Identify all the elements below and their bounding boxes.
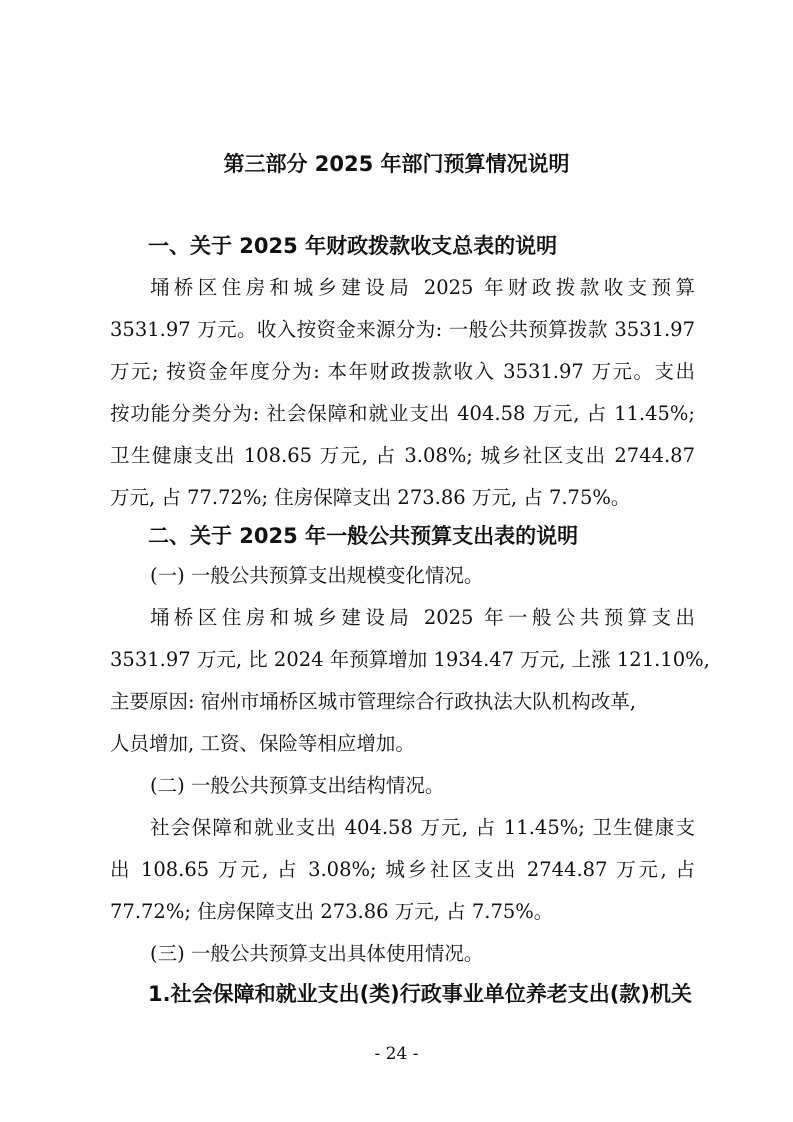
subsection1-line-4: 人员增加, 工资、保险等相应增加。 xyxy=(110,732,415,755)
subsection2-line-1: 社会保障和就业支出 404.58 万元, 占 11.45%; 卫生健康支 xyxy=(150,816,695,839)
subsection1-title: (一) 一般公共预算支出规模变化情况。 xyxy=(150,564,484,587)
subsection1-line-3: 主要原因: 宿州市埇桥区城市管理综合行政执法大队机构改革, xyxy=(110,690,636,713)
section1-line-3: 万元; 按资金年度分为: 本年财政拨款收入 3531.97 万元。支出 xyxy=(110,360,695,383)
subsection2-title: (二) 一般公共预算支出结构情况。 xyxy=(150,774,445,797)
page-number: - 24 - xyxy=(374,1044,419,1064)
section1-line-4: 按功能分类分为: 社会保障和就业支出 404.58 万元, 占 11.45%; xyxy=(110,402,695,425)
section2-heading: 二、关于 2025 年一般公共预算支出表的说明 xyxy=(148,524,579,548)
section1-line-1: 埇桥区住房和城乡建设局 2025 年财政拨款收支预算 xyxy=(150,276,695,299)
section1-heading: 一、关于 2025 年财政拨款收支总表的说明 xyxy=(148,234,558,258)
item-1-heading: 1.社会保障和就业支出(类)行政事业单位养老支出(款)机关 xyxy=(148,982,692,1006)
subsection3-title: (三) 一般公共预算支出具体使用情况。 xyxy=(150,942,484,965)
section1-line-6: 万元, 占 77.72%; 住房保障支出 273.86 万元, 占 7.75%。 xyxy=(110,486,631,509)
subsection1-line-2: 3531.97 万元, 比 2024 年预算增加 1934.47 万元, 上涨 121.10%, xyxy=(110,648,710,671)
subsection2-line-3: 77.72%; 住房保障支出 273.86 万元, 占 7.75%。 xyxy=(110,900,554,923)
subsection1-line-1: 埇桥区住房和城乡建设局 2025 年一般公共预算支出 xyxy=(150,606,695,629)
section1-line-5: 卫生健康支出 108.65 万元, 占 3.08%; 城乡社区支出 2744.87 xyxy=(110,444,695,467)
page-title: 第三部分 2025 年部门预算情况说明 xyxy=(223,152,570,176)
section1-line-2: 3531.97 万元。收入按资金来源分为: 一般公共预算拨款 3531.97 xyxy=(110,318,695,341)
subsection2-line-2: 出 108.65 万元, 占 3.08%; 城乡社区支出 2744.87 万元, 占 xyxy=(110,858,695,881)
